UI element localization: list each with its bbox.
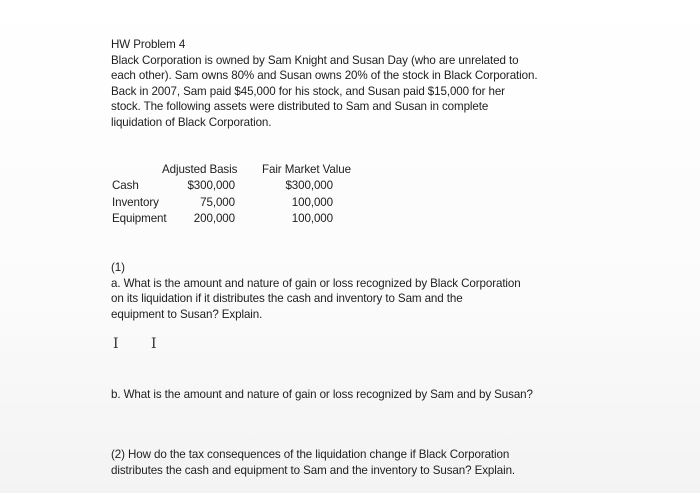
row-basis-equipment: 200,000 — [193, 212, 235, 225]
question-1a-line: on its liquidation if it distributes the cash and inventory to Sam and the — [111, 292, 463, 306]
question-1-number: (1) — [111, 261, 125, 274]
problem-line: stock. The following assets were distributed to Sam and Susan in complete — [111, 100, 489, 114]
question-2-block — [111, 447, 515, 478]
question-2-line: distributes the cash and equipment to Sam and the inventory to Susan? Explain. — [111, 463, 516, 477]
question-2-line: (2) How do the tax consequences of the liquidation change if Black Corporation — [111, 448, 510, 461]
problem-line: each other). Sam owns 80% and Susan owns 20% of the stock in Black Corporation. — [111, 69, 538, 83]
row-asset-inventory: Inventory — [112, 196, 159, 209]
question-1a-line: equipment to Susan? Explain. — [111, 307, 263, 321]
problem-block — [111, 37, 537, 131]
row-basis-cash: $300,000 — [187, 179, 235, 192]
row-fmv-inventory: 100,000 — [291, 196, 333, 209]
problem-line: liquidation of Black Corporation. — [111, 115, 272, 129]
header-fair-market-value: Fair Market Value — [262, 163, 351, 176]
problem-line: Back in 2007, Sam paid $45,000 for his stock, and Susan paid $15,000 for her — [111, 84, 505, 98]
question-1b-line: b. What is the amount and nature of gain or loss recognized by Sam and by Susan? — [111, 388, 533, 401]
row-asset-cash: Cash — [112, 179, 139, 192]
row-fmv-cash: $300,000 — [285, 179, 333, 192]
row-asset-equipment: Equipment — [112, 212, 167, 225]
problem-line: Black Corporation is owned by Sam Knight and Susan Day (who are unrelated to — [111, 53, 519, 67]
header-adjusted-basis: Adjusted Basis — [162, 163, 238, 176]
row-fmv-equipment: 100,000 — [291, 212, 333, 225]
row-basis-inventory: 75,000 — [200, 196, 235, 209]
text-cursor-icon: I I — [113, 336, 171, 352]
question-1-block — [111, 260, 521, 322]
question-1b-block — [111, 387, 533, 403]
question-1a-line: a. What is the amount and nature of gain or loss recognized by Black Corporation — [111, 276, 521, 290]
problem-heading: HW Problem 4 — [111, 38, 186, 51]
